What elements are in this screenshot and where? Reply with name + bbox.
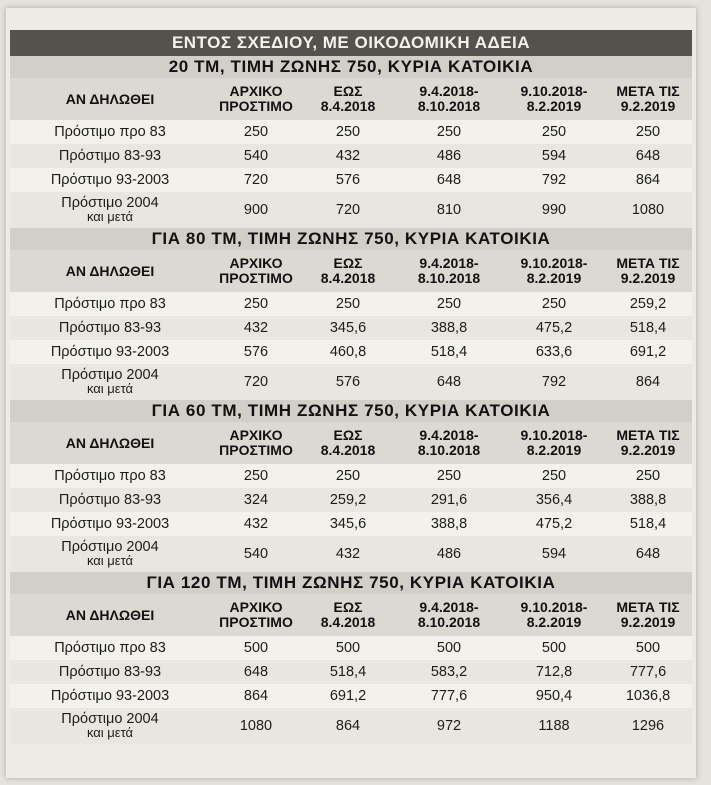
row-label: Πρόστιμο 83-93 — [58, 320, 162, 336]
table-cell: 250 — [335, 468, 361, 484]
header-col-5 — [604, 256, 692, 286]
header-line-1: ΕΩΣ — [333, 255, 363, 271]
row-label — [10, 196, 210, 224]
table-cell: 250 — [436, 296, 462, 312]
row-label: Πρόστιμο 93-2003 — [50, 344, 170, 360]
header-line-2: 8.2.2019 — [526, 270, 582, 286]
table-cell: 432 — [243, 516, 269, 532]
table-row — [10, 192, 692, 228]
table-cell: 691,2 — [629, 344, 667, 360]
table-cell: 388,8 — [629, 492, 667, 508]
row-label: Πρόστιμο 93-2003 — [50, 516, 170, 532]
table-cell: 250 — [436, 468, 462, 484]
header-line-1: 9.4.2018- — [419, 427, 479, 443]
table-cell: 792 — [541, 374, 567, 390]
table-cell: 500 — [436, 640, 462, 656]
table-cell: 259,2 — [629, 296, 667, 312]
table-row — [10, 488, 692, 512]
table-cell: 500 — [635, 640, 661, 656]
header-line-2: 8.10.2018 — [417, 98, 481, 114]
header-declared: ΑΝ ΔΗΛΩΘΕΙ — [65, 435, 155, 451]
header-col-3 — [394, 600, 504, 630]
row-label: Πρόστιμο 83-93 — [58, 664, 162, 680]
table-cell: 1080 — [631, 202, 665, 218]
table-cell: 500 — [243, 640, 269, 656]
table-cell: 518,4 — [629, 516, 667, 532]
section-title: ΓΙΑ 80 ΤΜ, ΤΙΜΗ ΖΩΝΗΣ 750, ΚΥΡΙΑ ΚΑΤΟΙΚΙΑ — [10, 228, 692, 250]
row-label-line-1: Πρόστιμο 2004 — [61, 367, 159, 383]
header-declared: ΑΝ ΔΗΛΩΘΕΙ — [65, 263, 155, 279]
table-cell: 691,2 — [329, 688, 367, 704]
row-label-line-1: Πρόστιμο 2004 — [61, 539, 159, 555]
table-header — [10, 422, 692, 464]
header-line-2: 8.2.2019 — [526, 98, 582, 114]
header-line-1: ΑΡΧΙΚΟ — [229, 599, 283, 615]
header-line-2: ΠΡΟΣΤΙΜΟ — [219, 98, 293, 114]
table-section — [10, 56, 692, 228]
table-row — [10, 660, 692, 684]
header-col-2 — [302, 256, 394, 286]
header-line-1: ΕΩΣ — [333, 83, 363, 99]
row-label: Πρόστιμο 83-93 — [58, 492, 162, 508]
table-cell: 720 — [335, 202, 361, 218]
header-col-4 — [504, 428, 604, 458]
table-cell: 720 — [243, 374, 269, 390]
header-line-2: 8.4.2018 — [320, 442, 376, 458]
header-line-1: ΑΡΧΙΚΟ — [229, 83, 283, 99]
header-line-2: 9.2.2019 — [620, 614, 676, 630]
table-cell: 250 — [635, 468, 661, 484]
header-col-3 — [394, 256, 504, 286]
table-cell: 864 — [635, 374, 661, 390]
header-line-1: ΜΕΤΑ ΤΙΣ — [616, 255, 680, 271]
header-line-2: 8.4.2018 — [320, 614, 376, 630]
header-col-1 — [210, 600, 302, 630]
table-cell: 648 — [436, 374, 462, 390]
header-line-2: ΠΡΟΣΤΙΜΟ — [219, 270, 293, 286]
table-cell: 1296 — [631, 718, 665, 734]
header-line-1: ΕΩΣ — [333, 599, 363, 615]
table-cell: 432 — [335, 148, 361, 164]
table-cell: 250 — [335, 296, 361, 312]
table-cell: 475,2 — [535, 320, 573, 336]
table-body — [10, 464, 692, 572]
table-header — [10, 78, 692, 120]
row-label-line-2: και μετά — [86, 553, 134, 568]
table-row — [10, 364, 692, 400]
table-cell: 388,8 — [430, 320, 468, 336]
table-cell: 324 — [243, 492, 269, 508]
row-label — [10, 368, 210, 396]
table-row — [10, 708, 692, 744]
row-label-line-2: και μετά — [86, 725, 134, 740]
table-row — [10, 120, 692, 144]
table-cell: 594 — [541, 148, 567, 164]
header-line-1: ΜΕΤΑ ΤΙΣ — [616, 83, 680, 99]
row-label-line-1: Πρόστιμο 2004 — [61, 195, 159, 211]
row-label: Πρόστιμο προ 83 — [54, 124, 166, 140]
header-line-1: ΜΕΤΑ ΤΙΣ — [616, 427, 680, 443]
table-cell: 250 — [436, 124, 462, 140]
main-title: ΕΝΤΟΣ ΣΧΕΔΙΟΥ, ΜΕ ΟΙΚΟΔΟΜΙΚΗ ΑΔΕΙΑ — [10, 30, 692, 56]
row-label: Πρόστιμο προ 83 — [54, 468, 166, 484]
tables-container — [6, 56, 696, 744]
table-cell: 648 — [635, 148, 661, 164]
table-cell: 356,4 — [535, 492, 573, 508]
section-title: ΓΙΑ 120 ΤΜ, ΤΙΜΗ ΖΩΝΗΣ 750, ΚΥΡΙΑ ΚΑΤΟΙΚΙΑ — [10, 572, 692, 594]
table-body — [10, 292, 692, 400]
table-row — [10, 292, 692, 316]
table-section — [10, 400, 692, 572]
header-line-1: 9.10.2018- — [520, 599, 588, 615]
header-line-1: ΜΕΤΑ ΤΙΣ — [616, 599, 680, 615]
table-row — [10, 684, 692, 708]
header-line-2: ΠΡΟΣΤΙΜΟ — [219, 442, 293, 458]
header-col-3 — [394, 428, 504, 458]
header-line-1: 9.10.2018- — [520, 427, 588, 443]
table-cell: 500 — [335, 640, 361, 656]
row-label: Πρόστιμο 93-2003 — [50, 172, 170, 188]
table-cell: 518,4 — [430, 344, 468, 360]
table-cell: 486 — [436, 148, 462, 164]
header-col-4 — [504, 600, 604, 630]
table-row — [10, 512, 692, 536]
table-cell: 518,4 — [629, 320, 667, 336]
header-line-2: 8.4.2018 — [320, 98, 376, 114]
table-cell: 460,8 — [329, 344, 367, 360]
table-cell: 633,6 — [535, 344, 573, 360]
table-section — [10, 228, 692, 400]
table-row — [10, 144, 692, 168]
table-row — [10, 536, 692, 572]
header-line-1: 9.10.2018- — [520, 255, 588, 271]
header-col-1 — [210, 84, 302, 114]
table-header — [10, 250, 692, 292]
table-body — [10, 636, 692, 744]
table-cell: 250 — [541, 124, 567, 140]
table-cell: 810 — [436, 202, 462, 218]
header-col-4 — [504, 256, 604, 286]
table-cell: 432 — [335, 546, 361, 562]
header-declared: ΑΝ ΔΗΛΩΘΕΙ — [65, 607, 155, 623]
table-cell: 432 — [243, 320, 269, 336]
header-col-5 — [604, 600, 692, 630]
table-header — [10, 594, 692, 636]
table-cell: 583,2 — [430, 664, 468, 680]
table-cell: 972 — [436, 718, 462, 734]
header-line-1: ΑΡΧΙΚΟ — [229, 255, 283, 271]
table-cell: 792 — [541, 172, 567, 188]
table-cell: 720 — [243, 172, 269, 188]
header-line-2: ΠΡΟΣΤΙΜΟ — [219, 614, 293, 630]
row-label-line-2: και μετά — [86, 381, 134, 396]
header-line-1: 9.4.2018- — [419, 255, 479, 271]
table-cell: 777,6 — [430, 688, 468, 704]
table-cell: 291,6 — [430, 492, 468, 508]
row-label: Πρόστιμο 83-93 — [58, 148, 162, 164]
row-label: Πρόστιμο προ 83 — [54, 296, 166, 312]
table-cell: 250 — [635, 124, 661, 140]
table-cell: 250 — [335, 124, 361, 140]
table-cell: 345,6 — [329, 320, 367, 336]
table-cell: 594 — [541, 546, 567, 562]
table-cell: 648 — [243, 664, 269, 680]
table-cell: 388,8 — [430, 516, 468, 532]
row-label — [10, 712, 210, 740]
table-cell: 1080 — [239, 718, 273, 734]
header-line-2: 9.2.2019 — [620, 98, 676, 114]
table-cell: 777,6 — [629, 664, 667, 680]
row-label: Πρόστιμο προ 83 — [54, 640, 166, 656]
header-col-5 — [604, 428, 692, 458]
header-col-2 — [302, 84, 394, 114]
table-cell: 540 — [243, 546, 269, 562]
table-row — [10, 340, 692, 364]
table-cell: 576 — [335, 172, 361, 188]
table-cell: 250 — [243, 124, 269, 140]
table-cell: 648 — [436, 172, 462, 188]
header-col-2 — [302, 428, 394, 458]
table-cell: 250 — [243, 468, 269, 484]
table-cell: 250 — [541, 468, 567, 484]
row-label-line-1: Πρόστιμο 2004 — [61, 711, 159, 727]
table-row — [10, 464, 692, 488]
header-col-3 — [394, 84, 504, 114]
table-cell: 1188 — [538, 718, 570, 734]
table-row — [10, 316, 692, 340]
table-row — [10, 636, 692, 660]
table-cell: 250 — [243, 296, 269, 312]
table-cell: 576 — [243, 344, 269, 360]
document-page — [6, 8, 696, 778]
header-line-1: 9.4.2018- — [419, 599, 479, 615]
header-line-1: 9.4.2018- — [419, 83, 479, 99]
header-line-2: 8.4.2018 — [320, 270, 376, 286]
table-cell: 500 — [541, 640, 567, 656]
table-cell: 864 — [335, 718, 361, 734]
table-cell: 990 — [541, 202, 567, 218]
table-row — [10, 168, 692, 192]
row-label-line-2: και μετά — [86, 209, 134, 224]
header-line-2: 8.2.2019 — [526, 442, 582, 458]
table-cell: 259,2 — [329, 492, 367, 508]
header-col-4 — [504, 84, 604, 114]
header-col-5 — [604, 84, 692, 114]
table-cell: 518,4 — [329, 664, 367, 680]
table-cell: 345,6 — [329, 516, 367, 532]
header-col-1 — [210, 428, 302, 458]
table-cell: 648 — [635, 546, 661, 562]
section-title: 20 ΤΜ, ΤΙΜΗ ΖΩΝΗΣ 750, ΚΥΡΙΑ ΚΑΤΟΙΚΙΑ — [10, 56, 692, 78]
header-line-1: ΑΡΧΙΚΟ — [229, 427, 283, 443]
table-cell: 950,4 — [535, 688, 573, 704]
header-line-1: ΕΩΣ — [333, 427, 363, 443]
row-label — [10, 540, 210, 568]
table-cell: 864 — [243, 688, 269, 704]
header-line-2: 9.2.2019 — [620, 442, 676, 458]
header-col-2 — [302, 600, 394, 630]
table-cell: 712,8 — [535, 664, 573, 680]
header-declared: ΑΝ ΔΗΛΩΘΕΙ — [65, 91, 155, 107]
header-line-1: 9.10.2018- — [520, 83, 588, 99]
header-line-2: 8.10.2018 — [417, 270, 481, 286]
table-cell: 486 — [436, 546, 462, 562]
row-label: Πρόστιμο 93-2003 — [50, 688, 170, 704]
table-cell: 900 — [243, 202, 269, 218]
header-line-2: 9.2.2019 — [620, 270, 676, 286]
table-section — [10, 572, 692, 744]
header-line-2: 8.10.2018 — [417, 442, 481, 458]
table-cell: 540 — [243, 148, 269, 164]
table-cell: 576 — [335, 374, 361, 390]
table-cell: 1036,8 — [625, 688, 671, 704]
table-body — [10, 120, 692, 228]
table-cell: 475,2 — [535, 516, 573, 532]
header-col-1 — [210, 256, 302, 286]
header-line-2: 8.2.2019 — [526, 614, 582, 630]
section-title: ΓΙΑ 60 ΤΜ, ΤΙΜΗ ΖΩΝΗΣ 750, ΚΥΡΙΑ ΚΑΤΟΙΚΙΑ — [10, 400, 692, 422]
table-cell: 250 — [541, 296, 567, 312]
table-cell: 864 — [635, 172, 661, 188]
header-line-2: 8.10.2018 — [417, 614, 481, 630]
